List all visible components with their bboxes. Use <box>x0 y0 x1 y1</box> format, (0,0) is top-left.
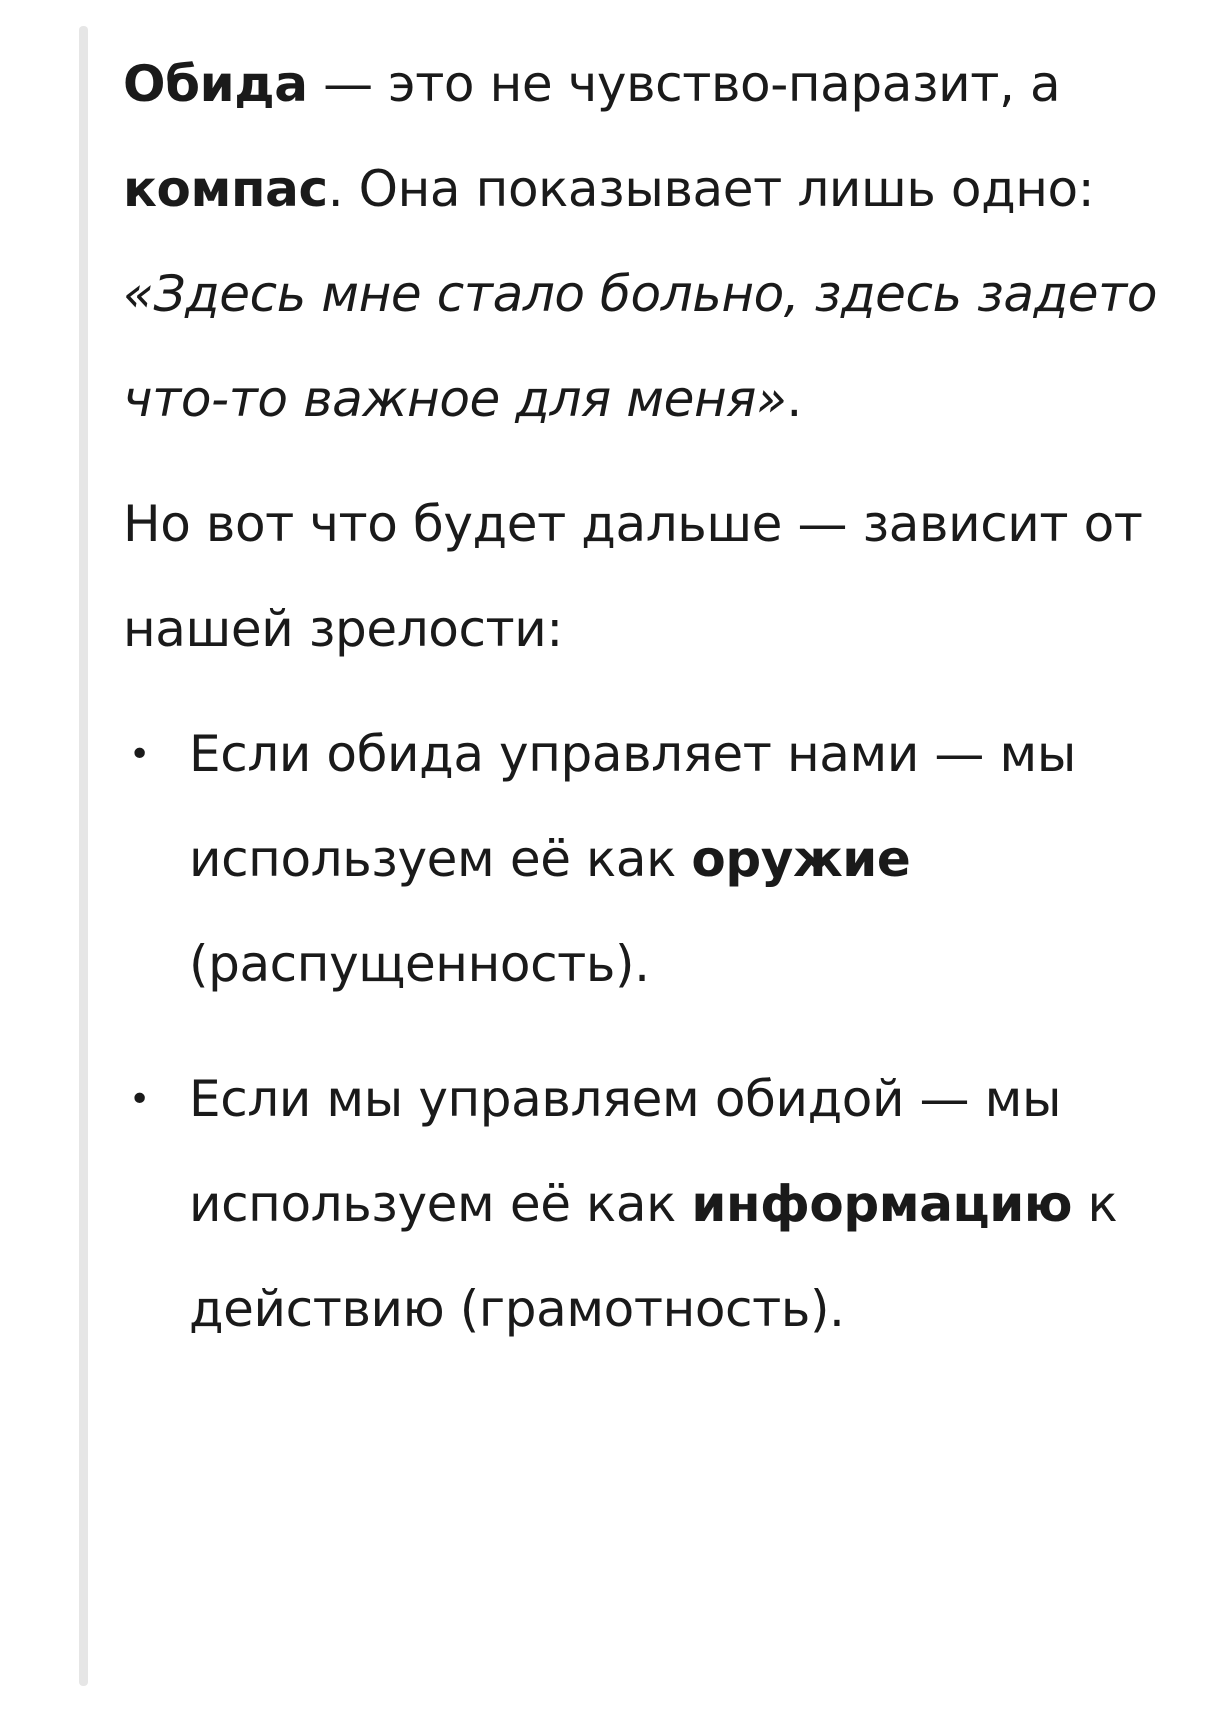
paragraph-text: Но вот что будет дальше — зависит от нашей зрелости: <box>123 495 1143 658</box>
paragraph-text: . Она показывает лишь одно: <box>327 160 1095 218</box>
blockquote <box>123 32 1183 1362</box>
bold-term-compass: компас <box>123 160 328 218</box>
list-item-text: Если обида управляет нами — мы используем её как <box>189 725 1076 888</box>
paragraph-text: . <box>786 370 802 428</box>
bullet-icon: • <box>129 734 150 775</box>
bold-term-weapon: оружие <box>691 830 911 888</box>
list-item-weapon <box>123 702 1183 1017</box>
bullet-list <box>123 702 1183 1362</box>
list-item-text: (распущенность). <box>189 935 650 993</box>
bold-term-resentment: Обида <box>123 55 308 113</box>
list-item-text: к действию (грамотность). <box>189 1175 1118 1338</box>
bullet-icon: • <box>129 1079 150 1120</box>
paragraph-maturity <box>123 472 1183 682</box>
paragraph-compass <box>123 32 1183 452</box>
italic-quote: «Здесь мне стало больно, здесь задето что-то важное для меня» <box>123 265 1158 428</box>
blockquote-bar <box>79 26 88 1686</box>
paragraph-text: — это не чувство-паразит, а <box>307 55 1061 113</box>
list-item-information <box>123 1047 1183 1362</box>
list-item-text: Если мы управляем обидой — мы используем её как <box>189 1070 1062 1233</box>
bold-term-information: информацию <box>691 1175 1073 1233</box>
